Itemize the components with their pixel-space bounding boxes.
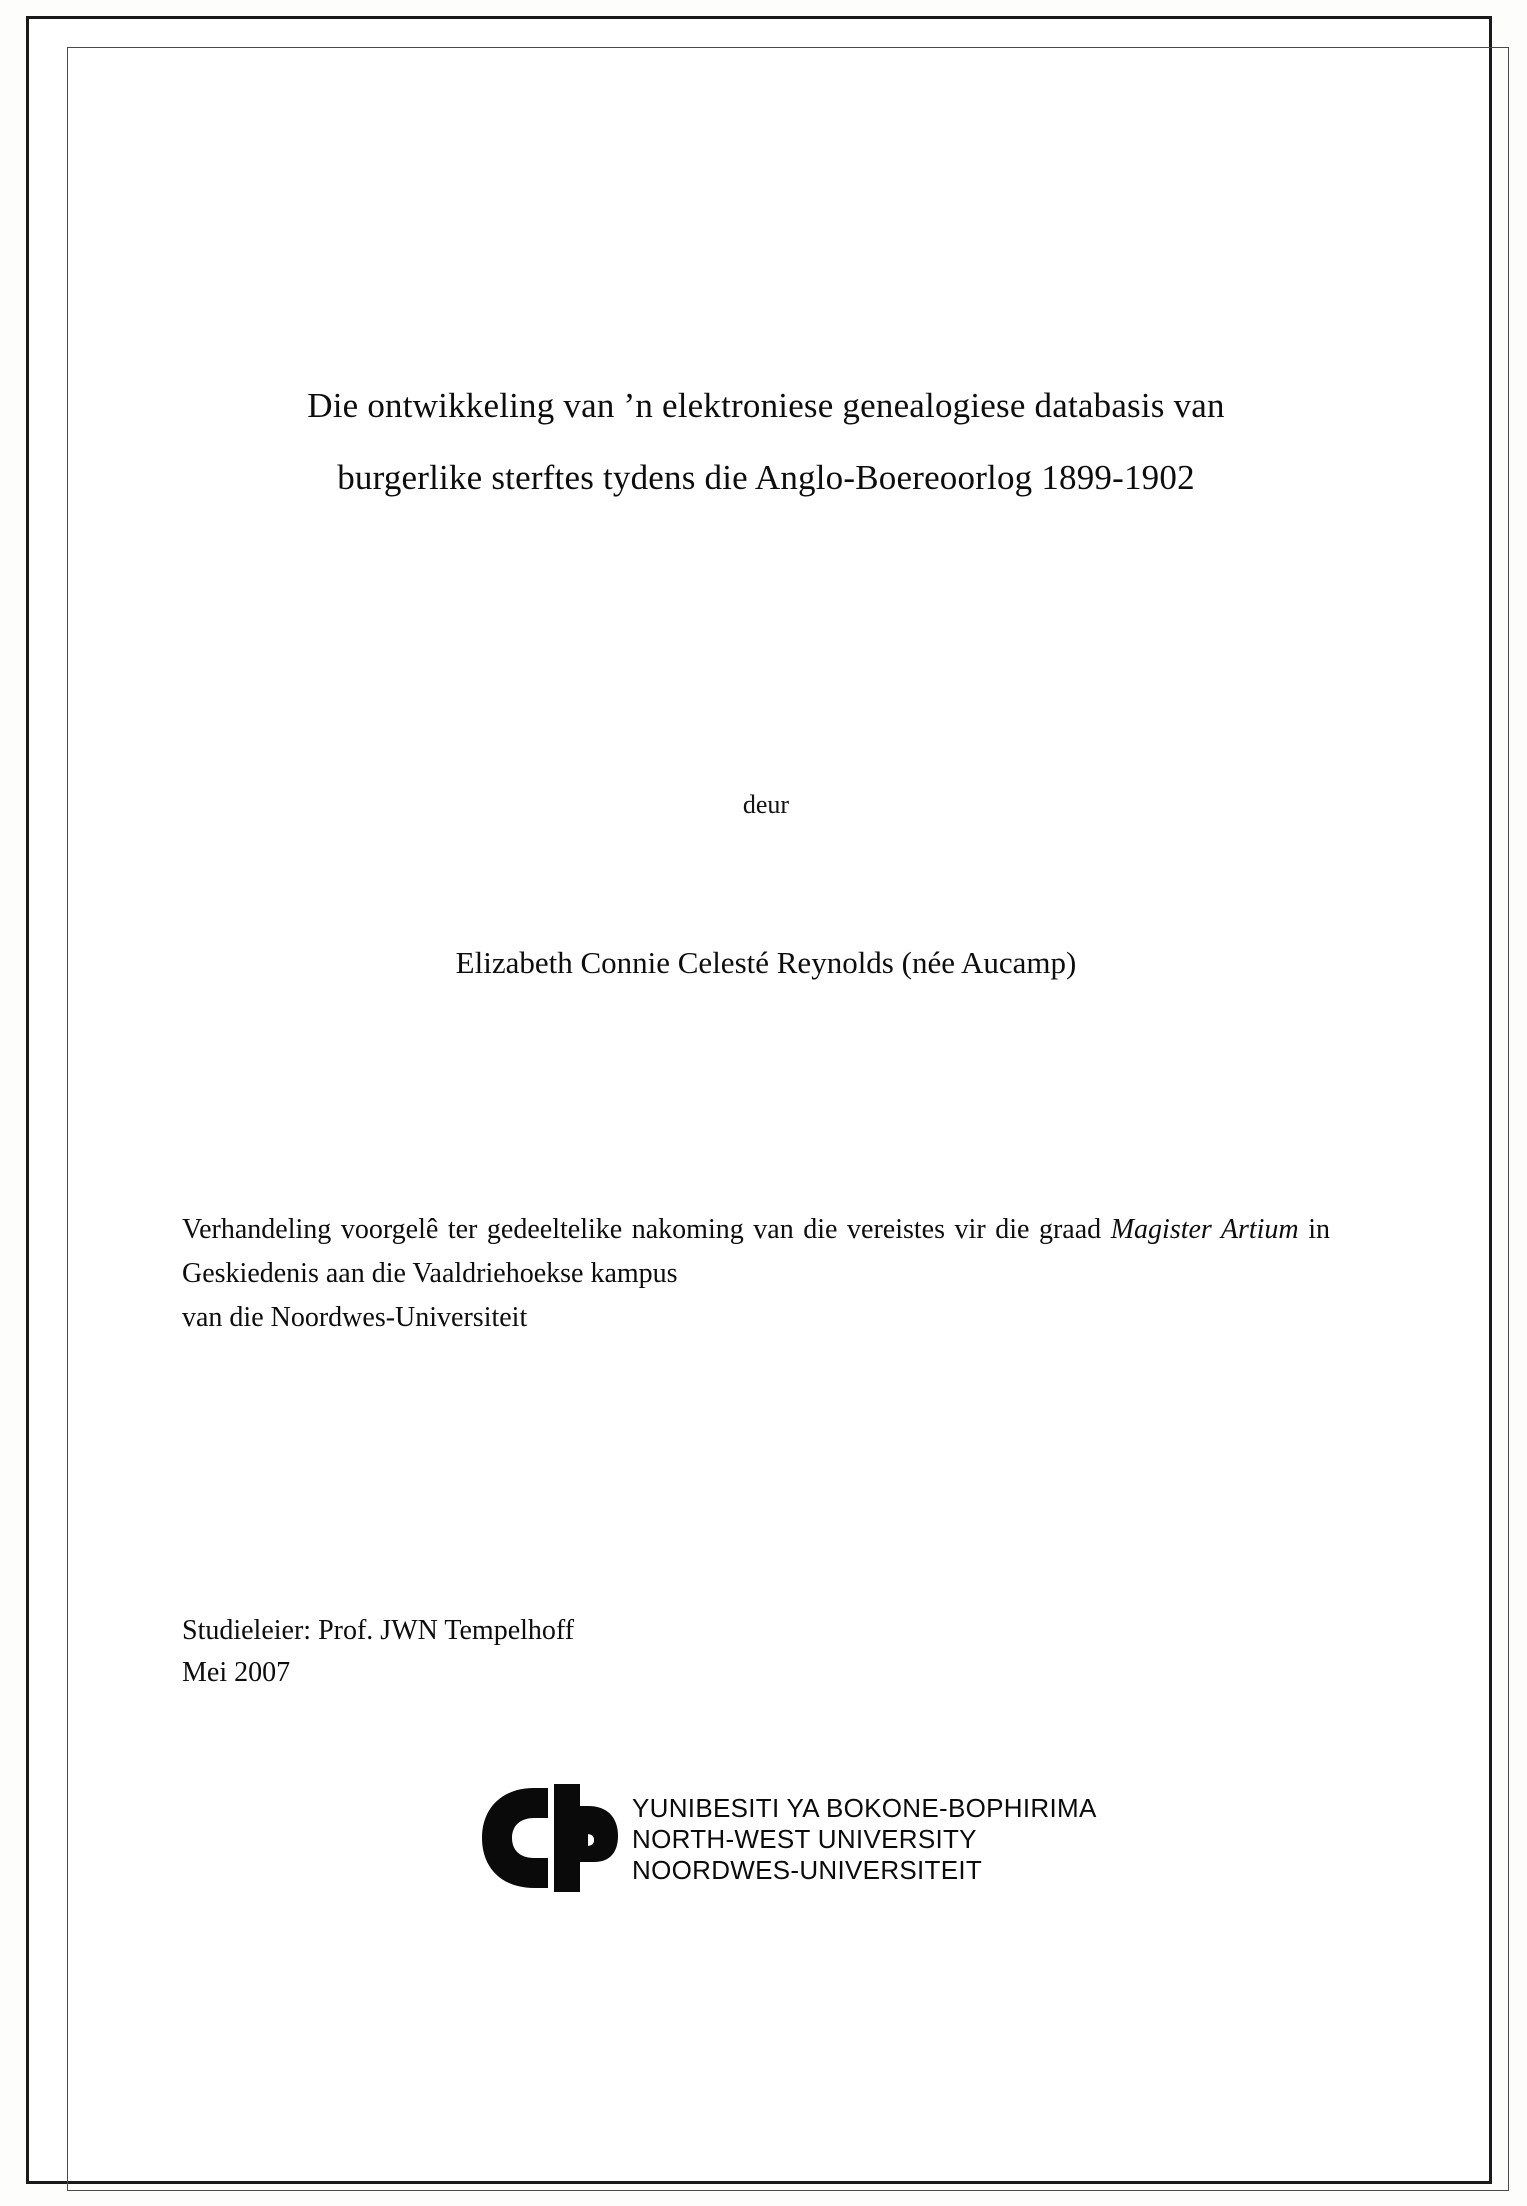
degree-statement — [182, 1208, 1330, 1340]
statement-part-3: van die Noordwes-Universiteit — [182, 1302, 528, 1333]
logo-line-2: NORTH-WEST UNIVERSITY — [632, 1823, 977, 1854]
logo-line-1: YUNIBESITI YA BOKONE-BOPHIRIMA — [632, 1792, 1097, 1823]
title-line-1: Die ontwikkeling van ’n elektroniese genealogiese databasis van — [307, 386, 1225, 425]
supervisor-and-date — [182, 1610, 1082, 1694]
title-page-content — [176, 0, 1356, 2206]
degree-statement-paragraph — [182, 1208, 1330, 1296]
page-title — [176, 370, 1356, 514]
university-logo-block — [476, 1778, 1216, 1898]
author-name: Elizabeth Connie Celesté Reynolds (née Aucamp) — [455, 945, 1077, 980]
date-line: Mei 2007 — [182, 1657, 291, 1688]
statement-part-2: in Geskiedenis aan die Vaaldriehoekse kampus — [182, 1214, 1330, 1289]
degree-name: Magister Artium — [1110, 1214, 1299, 1245]
by-label: deur — [742, 790, 790, 819]
supervisor-line: Studieleier: Prof. JWN Tempelhoff — [182, 1615, 575, 1646]
north-west-university-logo-icon — [476, 1784, 622, 1892]
logo-line-3: NOORDWES-UNIVERSITEIT — [632, 1854, 983, 1885]
title-line-2: burgerlike sterftes tydens die Anglo-Boereoorlog 1899-1902 — [337, 458, 1195, 497]
university-logo-text — [632, 1791, 1097, 1886]
statement-part-1: Verhandeling voorgelê ter gedeeltelike nakoming van die vereistes vir die graad — [182, 1214, 1111, 1245]
